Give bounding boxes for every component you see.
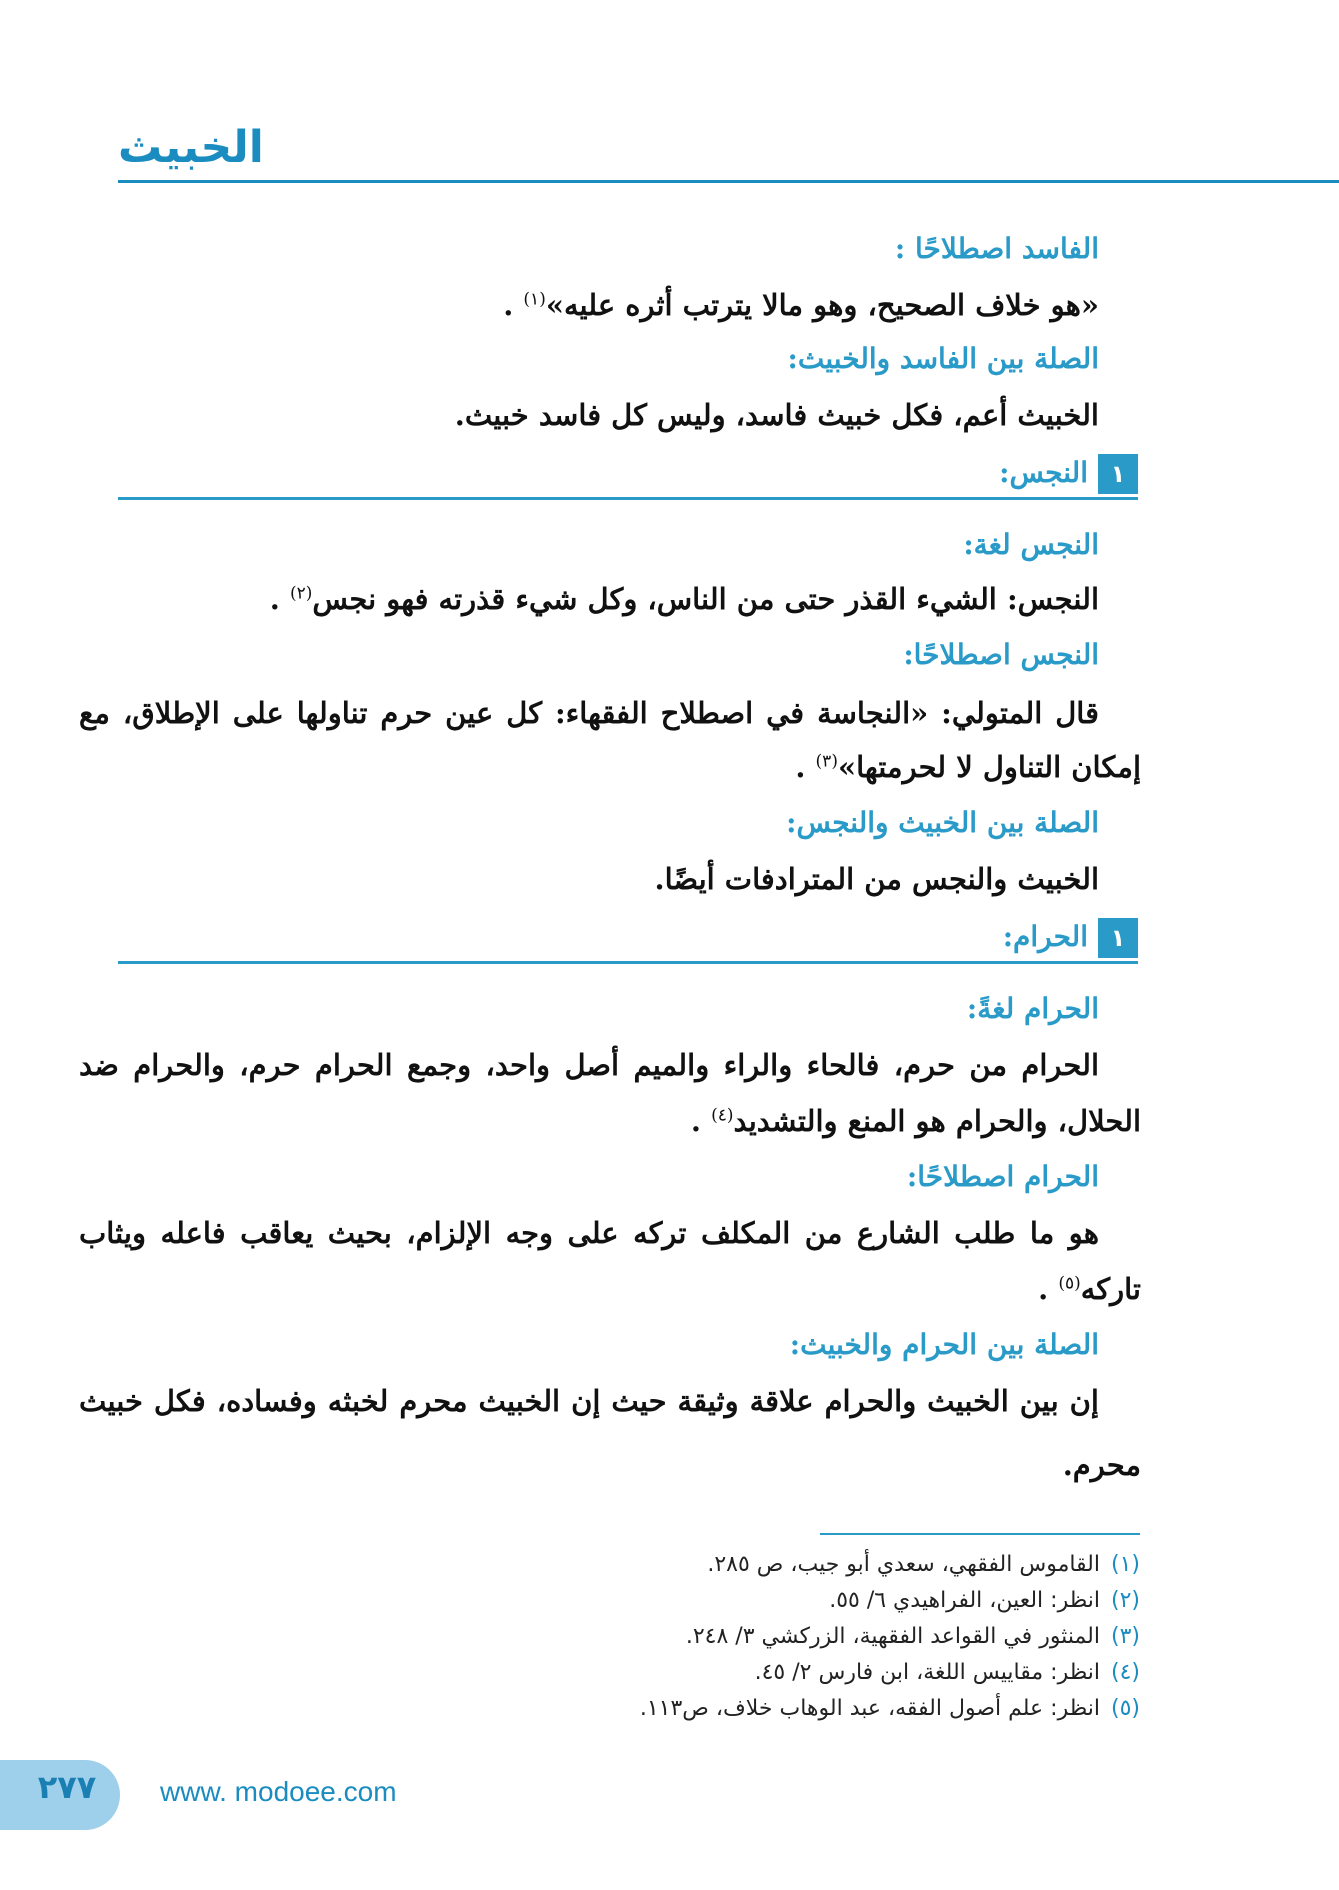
footnote-ref[interactable]: (١) bbox=[523, 289, 546, 310]
body-haram-lugha-line1: الحرام من حرم، فالحاء والراء والميم أصل واحد، وجمع الحرام حرم، والحرام ضد bbox=[79, 1048, 1099, 1082]
heading-haram-istilah: الحرام اصطلاحًا: bbox=[906, 1160, 1099, 1193]
heading-haram-lugha: الحرام لغةً: bbox=[966, 992, 1099, 1025]
section-divider bbox=[118, 961, 1138, 964]
footnote-ref[interactable]: (٤) bbox=[711, 1105, 734, 1126]
footnote-item: (٣)المنثور في القواعد الفقهية، الزركشي ٣/ ٢٤٨. bbox=[685, 1624, 1140, 1649]
body-najas-relation: الخبيث والنجس من المترادفات أيضًا. bbox=[654, 862, 1099, 896]
footnote-item: (٢)انظر: العين، الفراهيدي ٦/ ٥٥. bbox=[829, 1588, 1140, 1613]
page-number: ٢٧٧ bbox=[37, 1768, 97, 1806]
body-fasid-relation: الخبيث أعم، فكل خبيث فاسد، وليس كل فاسد خبيث. bbox=[454, 398, 1099, 432]
footnote-ref[interactable]: (٢) bbox=[289, 583, 313, 604]
footnote-item: (٥)انظر: علم أصول الفقه، عبد الوهاب خلاف، ص١١٣. bbox=[639, 1696, 1140, 1721]
body-haram-relation-line2: محرم. bbox=[1062, 1448, 1141, 1482]
footnote-ref[interactable]: (٥) bbox=[1058, 1273, 1081, 1294]
footnote-separator bbox=[820, 1533, 1140, 1535]
heading-najas-relation: الصلة بين الخبيث والنجس: bbox=[786, 806, 1099, 839]
body-najas-lugha: النجس: الشيء القذر حتى من الناس، وكل شيء قذرته فهو نجس$^{(٢)}$ . bbox=[269, 582, 1099, 616]
heading-fasid-istilah: الفاسد اصطلاحًا : bbox=[894, 232, 1099, 265]
section-najas bbox=[118, 454, 1138, 500]
heading-najas-lugha: النجس لغة: bbox=[963, 528, 1099, 561]
footnote-item: (٤)انظر: مقاييس اللغة، ابن فارس ٢/ ٤٥. bbox=[754, 1660, 1140, 1685]
footnote-ref[interactable]: (٣) bbox=[815, 751, 838, 772]
body-haram-lugha-line2: الحلال، والحرام هو المنع والتشديد$^{(٤)}$ . bbox=[690, 1104, 1141, 1138]
section-title: الحرام: bbox=[1002, 920, 1088, 953]
header-divider bbox=[118, 180, 1339, 183]
section-divider bbox=[118, 497, 1138, 500]
body-haram-istilah-line1: هو ما طلب الشارع من المكلف تركه على وجه الإلزام، بحيث يعاقب فاعله ويثاب bbox=[79, 1216, 1099, 1250]
page-header-title: الخبيث bbox=[118, 122, 264, 173]
section-title: النجس: bbox=[999, 456, 1088, 489]
section-haram bbox=[118, 918, 1138, 964]
body-najas-istilah-line1: قال المتولي: «النجاسة في اصطلاح الفقهاء: كل عين حرم تناولها على الإطلاق، مع bbox=[79, 696, 1099, 730]
section-number-badge: ١ bbox=[1098, 918, 1138, 958]
heading-najas-istilah: النجس اصطلاحًا: bbox=[903, 638, 1099, 671]
website-link[interactable]: www. modoee.com bbox=[160, 1776, 397, 1807]
body-haram-istilah-line2: تاركه$^{(٥)}$ . bbox=[1038, 1272, 1141, 1306]
section-number-badge: ١ bbox=[1098, 454, 1138, 494]
body-najas-istilah-line2: إمكان التناول لا لحرمتها»$^{(٣)}$ . bbox=[795, 750, 1141, 784]
body-fasid-definition: «هو خلاف الصحيح، وهو مالا يترتب أثره عليه»$^{(١)}$ . bbox=[503, 288, 1099, 322]
heading-haram-relation: الصلة بين الحرام والخبيث: bbox=[789, 1328, 1099, 1361]
body-haram-relation-line1: إن بين الخبيث والحرام علاقة وثيقة حيث إن الخبيث محرم لخبثه وفساده، فكل خبيث bbox=[79, 1384, 1099, 1418]
heading-fasid-relation: الصلة بين الفاسد والخبيث: bbox=[787, 342, 1099, 375]
footnote-item: (١)القاموس الفقهي، سعدي أبو جيب، ص ٢٨٥. bbox=[707, 1552, 1140, 1577]
